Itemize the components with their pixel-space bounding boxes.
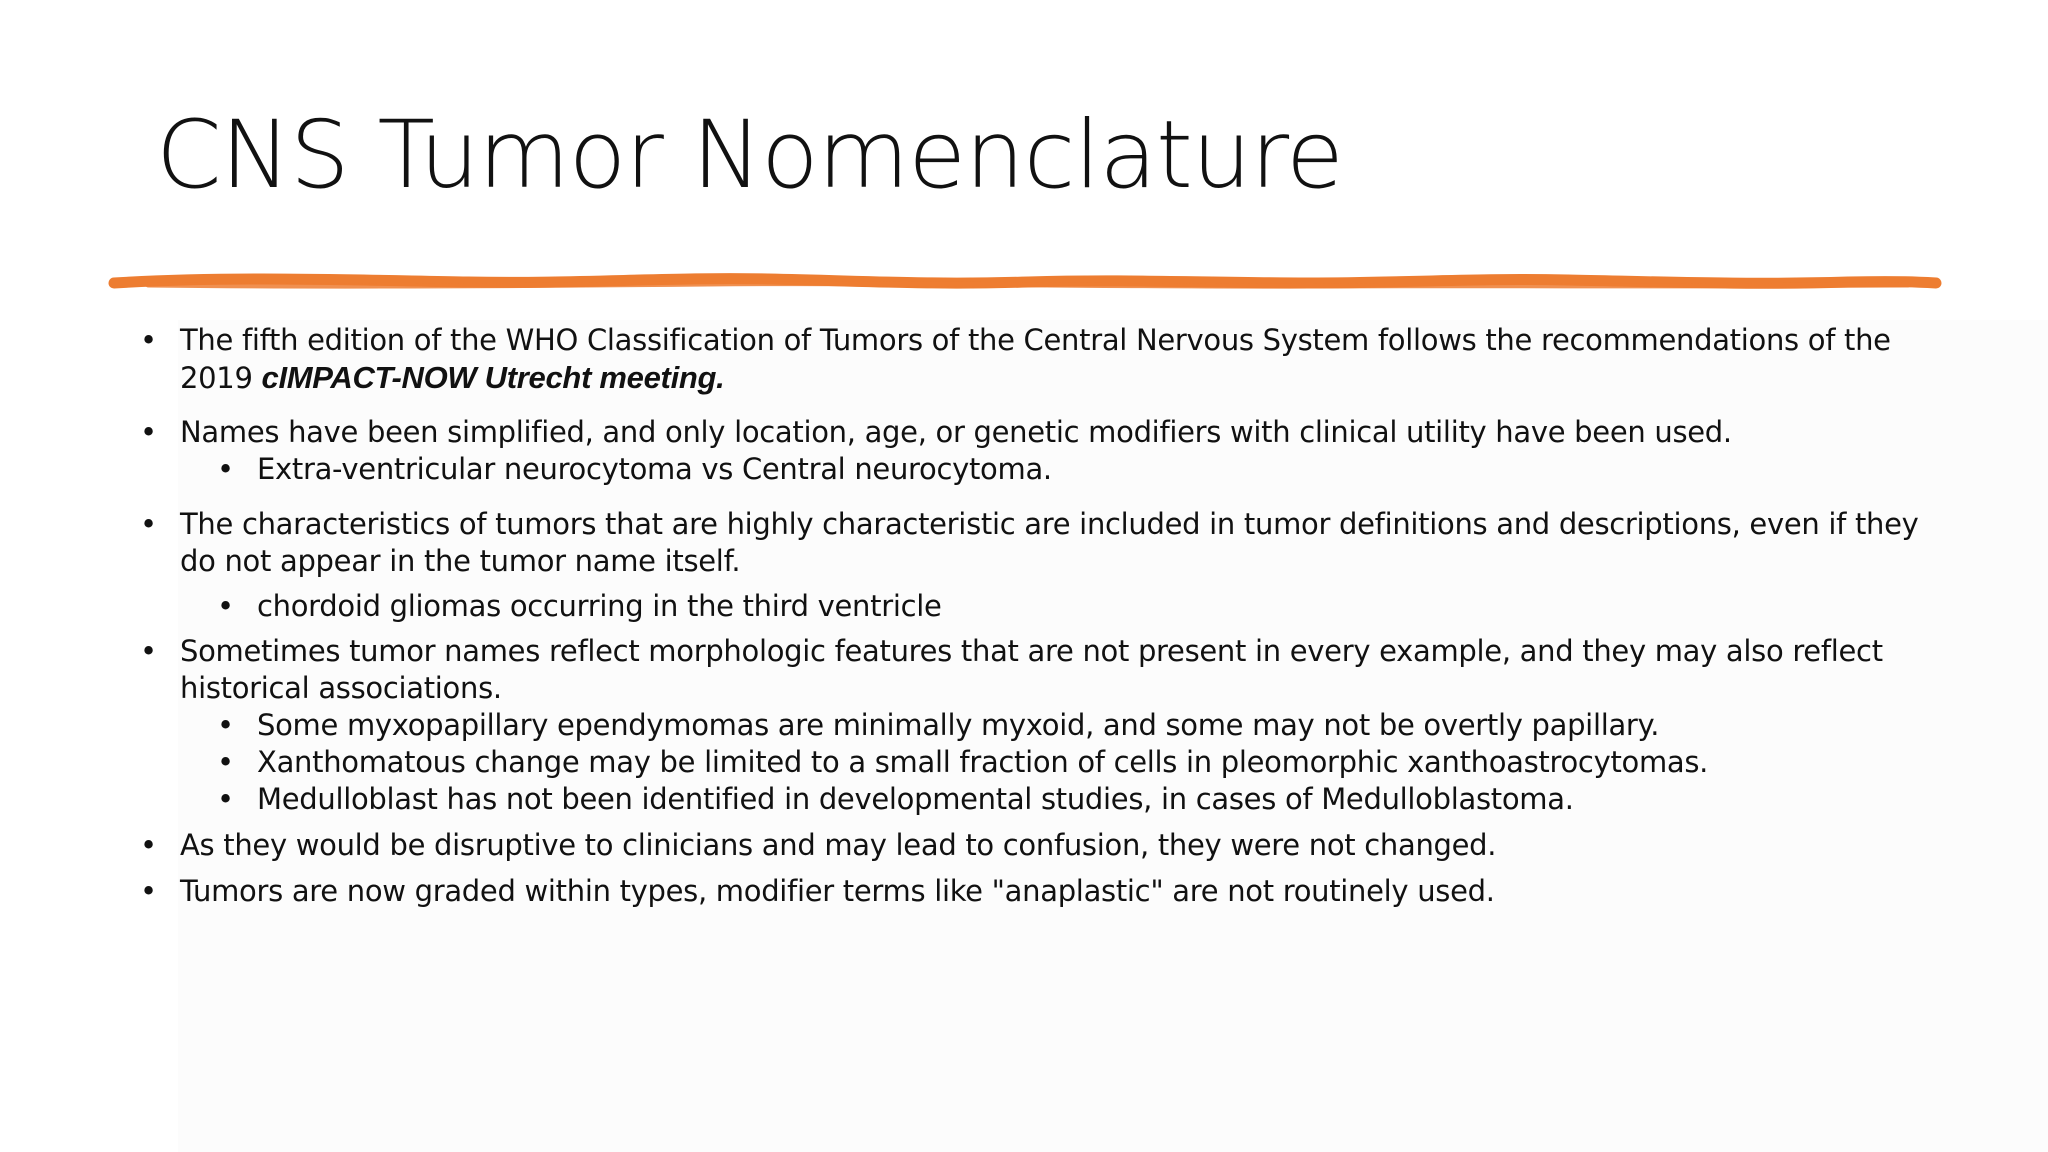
sub-list-item [140, 588, 1920, 625]
list-item-text: Sometimes tumor names reflect morphologic features that are not present in every example, and they may also reflect historical associations. [180, 634, 1883, 705]
list-item-text: Extra-ventricular neurocytoma vs Central neurocytoma. [257, 452, 1052, 486]
list-item-text: Names have been simplified, and only location, age, or genetic modifiers with clinical utility have been used. [180, 415, 1732, 449]
bullet-icon: • [217, 782, 234, 816]
bullet-icon: • [140, 323, 157, 357]
title-divider-brushstroke [108, 270, 1942, 296]
list-item [140, 414, 1920, 451]
list-item [140, 633, 1920, 707]
list-item [140, 322, 1920, 397]
list-item-text: As they would be disruptive to clinicians and may lead to confusion, they were not changed. [180, 828, 1497, 862]
list-item-text: Xanthomatous change may be limited to a small fraction of cells in pleomorphic xanthoastrocytomas. [257, 745, 1709, 779]
bullet-icon: • [140, 828, 157, 862]
bullet-icon: • [140, 507, 157, 541]
sub-list-item [140, 744, 1920, 781]
list-item-text: Tumors are now graded within types, modifier terms like "anaplastic" are not routinely used. [180, 874, 1495, 908]
sub-list-item [140, 707, 1920, 744]
sub-list-item [140, 781, 1920, 818]
bullet-icon: • [217, 589, 234, 623]
bullet-icon: • [140, 415, 157, 449]
list-item-text: The characteristics of tumors that are highly characteristic are included in tumor definitions and descriptions, even if they do not appear in the tumor name itself. [180, 507, 1919, 578]
list-item-text: Medulloblast has not been identified in developmental studies, in cases of Medulloblastoma. [257, 782, 1574, 816]
slide-title: CNS Tumor Nomenclature [156, 101, 1343, 210]
bullet-icon: • [217, 708, 234, 742]
bullet-icon: • [140, 874, 157, 908]
list-item-text: chordoid gliomas occurring in the third ventricle [257, 589, 942, 623]
list-item [140, 873, 1920, 910]
sub-list-item [140, 451, 1920, 488]
list-item [140, 827, 1920, 864]
bullet-icon: • [217, 452, 234, 486]
bullet-icon: • [140, 634, 157, 668]
bullet-list [140, 322, 1920, 910]
list-item-text: Some myxopapillary ependymomas are minimally myxoid, and some may not be overtly papillary. [257, 708, 1660, 742]
list-item [140, 506, 1920, 580]
list-item-emphasis: cIMPACT-NOW Utrecht meeting. [261, 360, 725, 395]
list-item-text: The fifth edition of the WHO Classification of Tumors of the Central Nervous System follows the recommendations of the 2019 [180, 323, 1891, 395]
bullet-icon: • [217, 745, 234, 779]
